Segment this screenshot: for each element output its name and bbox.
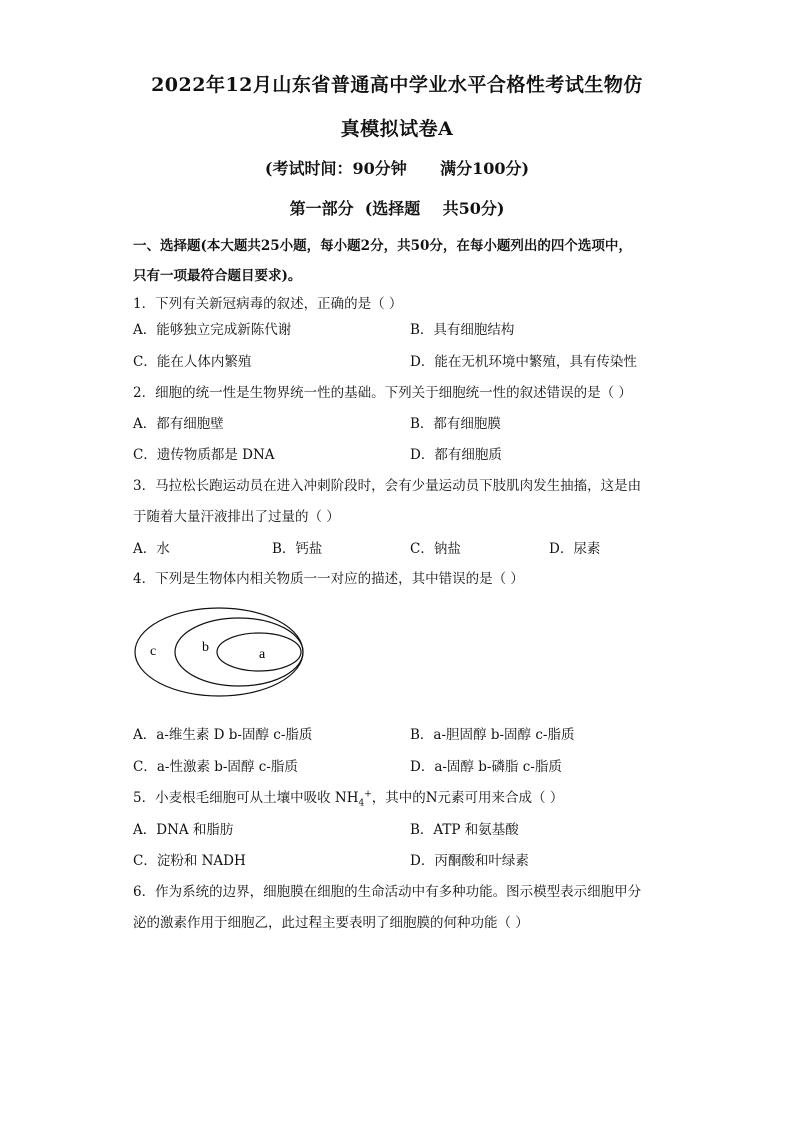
question-3-option-a: A．水 bbox=[133, 541, 170, 557]
question-5-option-d: D．丙酮酸和叶绿素 bbox=[410, 853, 529, 869]
label-b: b bbox=[202, 640, 209, 655]
instructions-line2: 只有一项最符合题目要求)。 bbox=[133, 268, 302, 284]
question-5-stem bbox=[133, 786, 563, 809]
ellipse-b bbox=[175, 618, 303, 686]
question-5-option-c: C．淀粉和 NADH bbox=[133, 853, 246, 869]
question-5-option-a: A．DNA 和脂肪 bbox=[133, 822, 234, 838]
question-4-option-c: C．a-性激素 b-固醇 c-脂质 bbox=[133, 759, 298, 775]
question-1-stem: 1．下列有关新冠病毒的叙述，正确的是（ ） bbox=[133, 296, 403, 312]
question-2-option-a: A．都有细胞壁 bbox=[133, 416, 224, 432]
question-5-stem-post: ，其中的N元素可用来合成（ ） bbox=[371, 790, 564, 806]
exam-info: (考试时间：90分钟 满分100分) bbox=[264, 159, 530, 178]
question-5-stem-pre: 5．小麦根毛细胞可从土壤中吸收 NH bbox=[133, 790, 359, 806]
question-4-option-b: B．a-胆固醇 b-固醇 c-脂质 bbox=[410, 727, 575, 743]
ellipse-c bbox=[135, 608, 303, 696]
question-1-option-a: A．能够独立完成新陈代谢 bbox=[133, 322, 292, 338]
question-4-option-a: A．a-维生素 D b-固醇 c-脂质 bbox=[133, 727, 313, 743]
question-6-stem-line2: 泌的激素作用于细胞乙，此过程主要表明了细胞膜的何种功能（ ） bbox=[133, 915, 529, 931]
question-2-option-d: D．都有细胞质 bbox=[410, 447, 502, 463]
part-title: 第一部分 (选择题 共50分) bbox=[289, 199, 505, 218]
question-3-stem-line2: 于随着大量汗液排出了过量的（ ） bbox=[133, 509, 340, 525]
label-a: a bbox=[259, 647, 266, 662]
question-3-option-c: C．钠盐 bbox=[410, 541, 461, 557]
question-3-option-d: D．尿素 bbox=[549, 541, 601, 557]
nested-ellipses-diagram bbox=[133, 606, 313, 698]
question-5-stem-sub: 4 bbox=[358, 798, 365, 809]
question-2-option-b: B．都有细胞膜 bbox=[410, 416, 501, 432]
question-3-option-b: B．钙盐 bbox=[272, 541, 323, 557]
question-5-option-b: B．ATP 和氨基酸 bbox=[410, 822, 519, 838]
question-6-stem-line1: 6．作为系统的边界，细胞膜在细胞的生命活动中有多种功能。图示模型表示细胞甲分 bbox=[133, 884, 642, 900]
question-1-option-d: D．能在无机环境中繁殖，具有传染性 bbox=[410, 354, 637, 370]
exam-title-line2: 真模拟试卷A bbox=[340, 118, 454, 140]
question-1-option-b: B．具有细胞结构 bbox=[410, 322, 515, 338]
question-4-stem: 4．下列是生物体内相关物质一一对应的描述，其中错误的是（ ） bbox=[133, 571, 524, 587]
instructions-line1: 一、选择题(本大题共25小题，每小题2分，共50分，在每小题列出的四个选项中， bbox=[133, 238, 632, 254]
exam-title-line1: 2022年12月山东省普通高中学业水平合格性考试生物仿 bbox=[151, 74, 643, 96]
question-2-stem: 2．细胞的统一性是生物界统一性的基础。下列关于细胞统一性的叙述错误的是（ ） bbox=[133, 385, 632, 401]
question-2-option-c: C．遗传物质都是 DNA bbox=[133, 447, 275, 463]
question-3-stem-line1: 3．马拉松长跑运动员在进入冲刺阶段时，会有少量运动员下肢肌肉发生抽搐，这是由 bbox=[133, 478, 642, 494]
label-c: c bbox=[150, 644, 157, 659]
question-1-option-c: C．能在人体内繁殖 bbox=[133, 354, 252, 370]
question-4-option-d: D．a-固醇 b-磷脂 c-脂质 bbox=[410, 759, 562, 775]
question-5-stem-sup: + bbox=[364, 789, 372, 800]
